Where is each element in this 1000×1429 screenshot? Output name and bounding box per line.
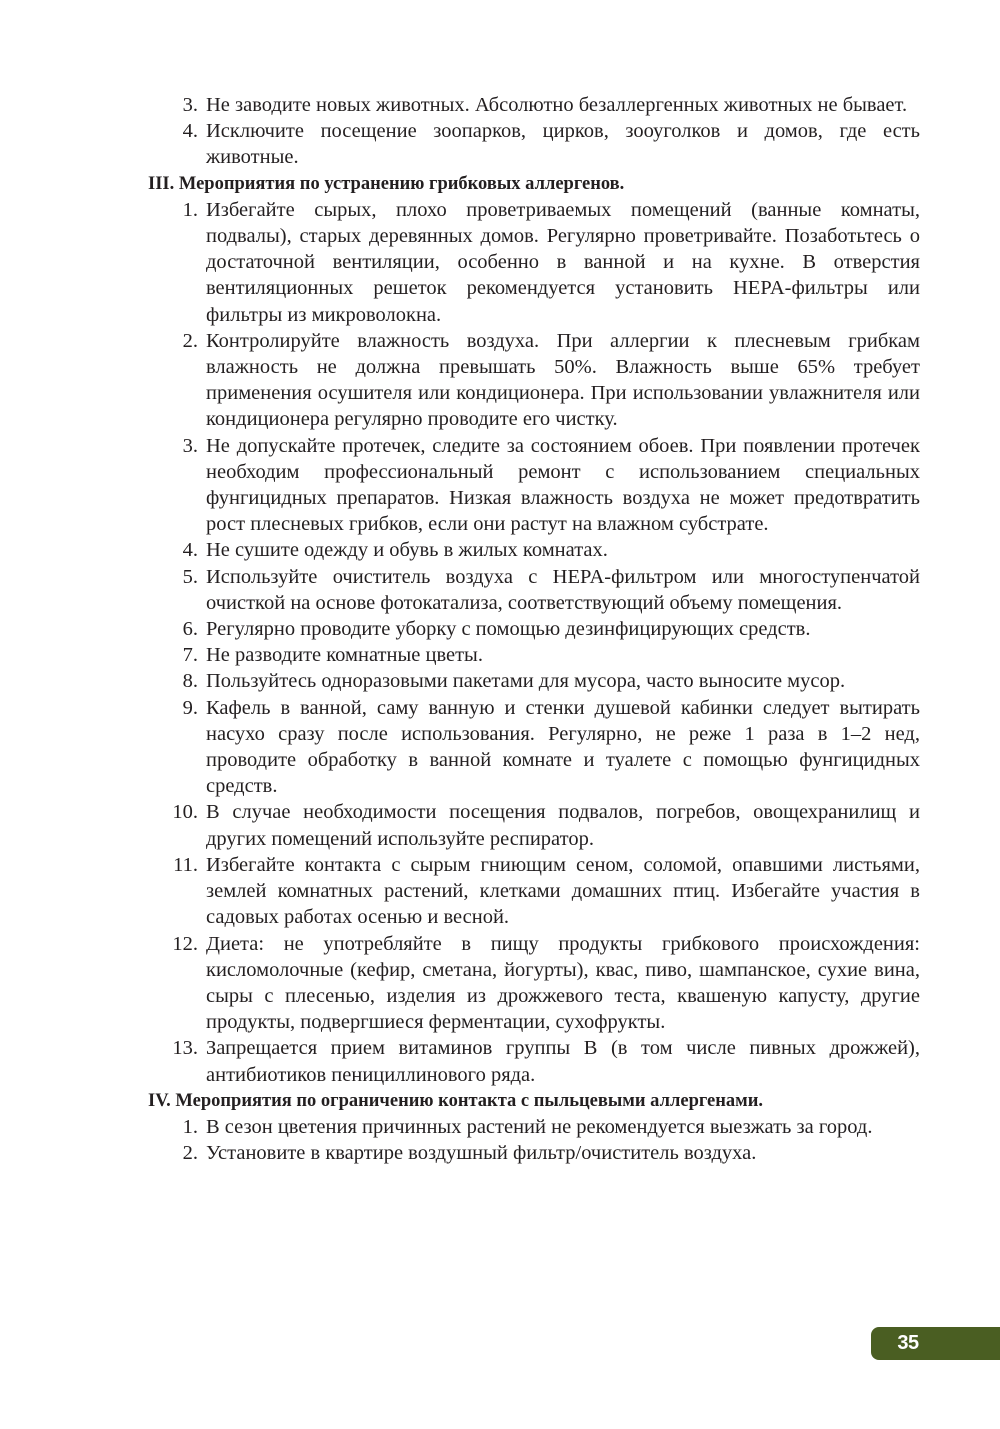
list-item	[148, 931, 920, 1036]
item-text: Регулярно проводите уборку с помощью дезинфицирующих средств.	[206, 618, 811, 641]
item-text: В случае необходимости посещения подвалов, погребов, овощехранилищ и других помещений используйте респиратор.	[206, 801, 920, 850]
list-item	[148, 537, 920, 563]
item-text: Избегайте сырых, плохо проветриваемых помещений (ванные комнаты, подвалы), старых деревянных домов. Регулярно проветривайте. Позаботьтесь о достаточной вентиляции, особенно в ванной и на кухне. В отверстия вентиляционных решеток рекомендуется установить HEPA-фильтры или фильтры из микроволокна.	[206, 198, 920, 326]
item-number: 4.	[182, 539, 198, 562]
item-text: Используйте очиститель воздуха с HEPA-фильтром или многоступенчатой очисткой на основе фотокатализа, соответствующий объему помещения.	[206, 565, 920, 614]
item-number: 1.	[182, 198, 198, 221]
list-item	[148, 433, 920, 538]
item-number: 4.	[182, 120, 198, 143]
list-item	[148, 197, 920, 328]
item-text: Кафель в ванной, саму ванную и стенки душевой кабинки следует вытирать насухо сразу после использования. Регулярно, не реже 1 раза в 1–2 нед, проводите обработку в ванной комнате и туалете с помощью фунгицидных средств.	[206, 696, 920, 798]
item-number: 1.	[182, 1115, 198, 1138]
list-item	[148, 1035, 920, 1087]
list-item	[148, 642, 920, 668]
item-number: 13.	[172, 1037, 198, 1060]
list-item	[148, 799, 920, 851]
item-text: Не допускайте протечек, следите за состоянием обоев. При появлении протечек необходим профессиональный ремонт с использованием специальных фунгицидных препаратов. Низкая влажность воздуха не может предотвратить рост плесневых грибков, если они растут на влажном субстрате.	[206, 434, 920, 536]
item-number: 10.	[172, 801, 198, 824]
list-item	[148, 118, 920, 170]
list-item	[148, 695, 920, 800]
fungal-measures-list	[148, 197, 920, 1088]
item-number: 9.	[182, 696, 198, 719]
item-number: 6.	[182, 618, 198, 641]
item-number: 5.	[182, 565, 198, 588]
item-text: Не сушите одежду и обувь в жилых комнатах.	[206, 539, 608, 562]
item-number: 3.	[182, 94, 198, 116]
item-number: 3.	[182, 434, 198, 457]
page-content	[148, 92, 920, 1166]
item-number: 2.	[182, 1142, 198, 1165]
item-text: Не разводите комнатные цветы.	[206, 644, 483, 667]
list-item	[148, 1114, 920, 1140]
item-text: В сезон цветения причинных растений не рекомендуется выезжать за город.	[206, 1115, 873, 1138]
list-item	[148, 668, 920, 694]
item-text: Контролируйте влажность воздуха. При аллергии к плесневым грибкам влажность не должна превышать 50%. Влажность выше 65% требует применения осушителя или кондиционера. При использовании увлажнителя или кондиционера регулярно проводите его чистку.	[206, 329, 920, 431]
page-number: 35	[897, 1332, 919, 1354]
intro-list	[148, 92, 920, 171]
pollen-measures-list	[148, 1114, 920, 1166]
list-item	[148, 852, 920, 931]
item-number: 2.	[182, 329, 198, 352]
item-text: Пользуйтесь одноразовыми пакетами для мусора, часто выносите мусор.	[206, 670, 846, 693]
item-number: 8.	[182, 670, 198, 693]
item-number: 11.	[173, 853, 198, 876]
list-item	[148, 1140, 920, 1166]
item-text: Диета: не употребляйте в пищу продукты грибкового происхождения: кисломолочные (кефир, сметана, йогурты), квас, пиво, шампанское, сухие вина, сыры с плесенью, изделия из дрожжевого теста, квашеную капусту, другие продукты, подвергшиеся ферментации, сухофрукты.	[206, 932, 920, 1034]
item-text: Исключите посещение зоопарков, цирков, зооуголков и домов, где есть животные.	[206, 120, 920, 169]
list-item	[148, 564, 920, 616]
item-text: Установите в квартире воздушный фильтр/очиститель воздуха.	[206, 1142, 757, 1165]
list-item	[148, 616, 920, 642]
item-text: Запрещается прием витаминов группы В (в том числе пивных дрожжей), антибиотиков пенициллинового ряда.	[206, 1037, 920, 1086]
item-text: Избегайте контакта с сырым гниющим сеном, соломой, опавшими листьями, землей комнатных растений, клетками домашних птиц. Избегайте участия в садовых работах осенью и весной.	[206, 853, 920, 929]
list-item	[148, 328, 920, 433]
item-number: 12.	[172, 932, 198, 955]
list-item	[148, 92, 920, 118]
section-heading-pollen: IV. Мероприятия по ограничению контакта с пыльцевыми аллергенами.	[148, 1090, 764, 1111]
section-heading-fungal: III. Мероприятия по устранению грибковых аллергенов.	[148, 173, 625, 194]
item-number: 7.	[182, 644, 198, 667]
item-text: Не заводите новых животных. Абсолютно безаллергенных животных не бывает.	[206, 94, 908, 116]
